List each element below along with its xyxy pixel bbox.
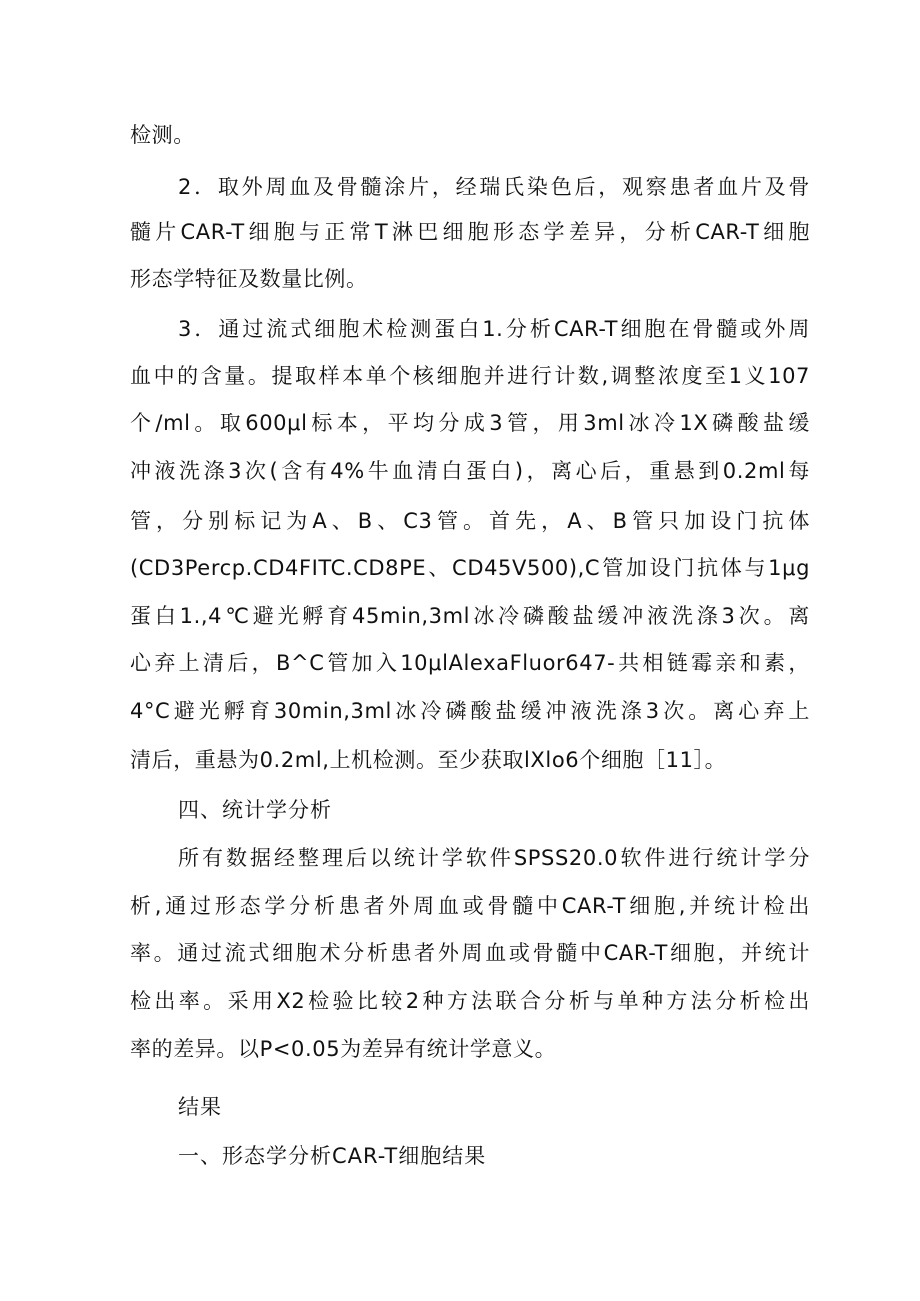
text-line: 个/ml。取600μl标本，平均分成3管，用3ml冰冷1X磷酸盐缓 <box>130 411 810 435</box>
section-heading: 四、统计学分析 <box>178 798 332 822</box>
text-line: 蛋白1.,4℃避光孵育45min,3ml冰冷磷酸盐缓冲液洗涤3次。离 <box>130 604 810 628</box>
text-line: 所有数据经整理后以统计学软件SPSS20.0软件进行统计学分 <box>178 846 810 870</box>
text-line: 形态学特征及数量比例。 <box>130 267 368 291</box>
text-line: 率的差异。以P<0.05为差异有统计学意义。 <box>130 1037 557 1061</box>
text-line: 检测。 <box>130 123 195 147</box>
text-line: 管，分别标记为A、B、C3管。首先，A、B管只加设门抗体 <box>130 509 810 533</box>
text-line: 率。通过流式细胞术分析患者外周血或骨髓中CAR-T细胞，并统计 <box>130 941 810 965</box>
text-line: 4°C避光孵育30min,3ml冰冷磷酸盐缓冲液洗涤3次。离心弃上 <box>130 699 810 723</box>
text-line: 血中的含量。提取样本单个核细胞并进行计数,调整浓度至1义107 <box>130 364 810 388</box>
section-heading: 结果 <box>178 1095 222 1119</box>
text-line: 3．通过流式细胞术检测蛋白1.分析CAR-T细胞在骨髓或外周 <box>178 317 810 341</box>
subsection-heading: 一、形态学分析CAR-T细胞结果 <box>178 1144 487 1168</box>
text-line: (CD3Percp.CD4FITC.CD8PE、CD45V500),C管加设门抗体与1μg <box>130 556 810 580</box>
text-line: 析,通过形态学分析患者外周血或骨髓中CAR-T细胞,并统计检出 <box>130 894 810 918</box>
text-line: 髓片CAR-T细胞与正常T淋巴细胞形态学差异，分析CAR-T细胞 <box>130 220 810 244</box>
text-line: 清后，重悬为0.2ml,上机检测。至少获取lXlo6个细胞［11］。 <box>130 748 727 772</box>
text-line: 2．取外周血及骨髓涂片，经瑞氏染色后，观察患者血片及骨 <box>178 175 810 199</box>
text-line: 心弃上清后，B^C管加入10μlAlexaFluor647-共相链霉亲和素， <box>130 651 810 675</box>
text-line: 冲液洗涤3次(含有4%牛血清白蛋白)，离心后，重悬到0.2ml每 <box>130 459 810 483</box>
text-line: 检出率。采用X2检验比较2种方法联合分析与单种方法分析检出 <box>130 989 810 1013</box>
